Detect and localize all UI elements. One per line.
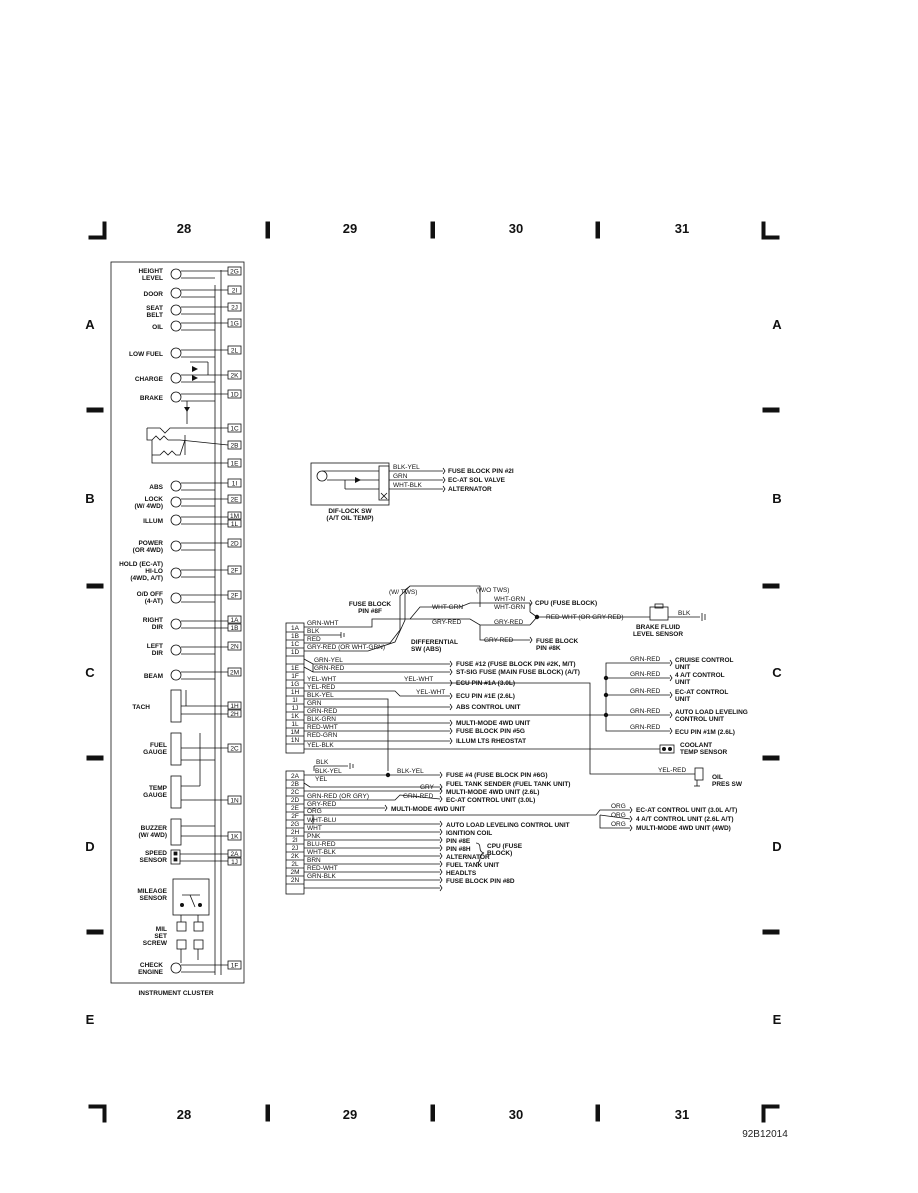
label-door: DOOR [143, 291, 163, 298]
c1-wire-grn-red: GRN-RED [314, 665, 345, 672]
c2-pin-2d: 2D [290, 797, 300, 804]
col-label-29-bottom: 29 [342, 1107, 358, 1122]
differential-l2: SW (ABS) [411, 646, 442, 653]
pin-label-1l: 1L [230, 521, 239, 528]
c1-wire-red: RED [307, 636, 321, 643]
c1-pin-1g: 1G [290, 681, 300, 688]
rd-auto-load-l2: CONTROL UNIT [675, 716, 724, 723]
c2-pin-2j: 2J [291, 845, 299, 852]
rd-ecat-l1: EC-AT CONTROL [675, 689, 729, 696]
pin-label-2a: 2A [230, 851, 239, 858]
pin-label-2c: 2C [230, 745, 239, 753]
pin-label-2h: 2H [230, 711, 239, 718]
col-label-31-bottom: 31 [674, 1107, 690, 1122]
c2-dest-ign-coil: IGNITION COIL [446, 830, 493, 837]
c1-wire-yel-wht: YEL-WHT [307, 676, 337, 683]
label-wht-grn-b: WHT-GRN [494, 596, 526, 603]
rd-ecu-1m: ECU PIN #1M (2.6L) [675, 729, 735, 736]
dif-lock-switch [311, 463, 445, 505]
coolant-l1: COOLANT [680, 742, 713, 749]
row-label-c-left: C [85, 665, 95, 680]
label-oil: OIL [152, 324, 163, 331]
label-left-dir: DIR [151, 650, 163, 657]
c2-dest-pin-8h: PIN #8H [446, 846, 471, 853]
col-sep-bottom-1 [266, 1105, 270, 1121]
c1-wire-grn-red-2: GRN-RED [307, 708, 338, 715]
row-sep-right-4 [763, 930, 779, 934]
pin-label-1i: 1I [231, 480, 238, 488]
connector-1-pin-labels [290, 625, 299, 744]
label-or4wd: (OR 4WD) [132, 547, 163, 554]
col-sep-top-3 [596, 222, 600, 238]
label-belt: BELT [146, 312, 163, 319]
label-od-off: O/D OFF [136, 591, 163, 598]
label-right-dir: DIR [151, 624, 163, 631]
pin-label-2n: 2N [230, 643, 239, 651]
fuse-8k-l1: FUSE BLOCK [536, 638, 579, 645]
pin-label-1d: 1D [230, 391, 239, 399]
c2-pin-2b: 2B [291, 781, 299, 788]
rd-wire-3: GRN-RED [630, 688, 661, 695]
c1-pin-1k: 1K [291, 713, 299, 720]
c1-wire-grn-wht: GRN-WHT [307, 620, 339, 627]
cluster-title: INSTRUMENT CLUSTER [138, 990, 214, 997]
label-engine: ENGINE [138, 969, 163, 976]
label-speed: SPEED [144, 850, 167, 857]
label-temp: TEMP [148, 785, 167, 792]
label-screw: SCREW [142, 940, 167, 947]
c1-wire-yel-red: YEL-RED [307, 684, 336, 691]
fuse-8k-l2: PIN #8K [536, 645, 561, 652]
c2-wire-red-wht: RED-WHT [307, 865, 338, 872]
label-hold: HOLD (EC-AT) [119, 561, 163, 568]
c1-pin-1m: 1M [290, 729, 300, 736]
row-label-b-left: B [85, 491, 95, 506]
label-right: RIGHT [142, 617, 163, 624]
c1-pin-1f: 1F [291, 673, 299, 680]
wire-blk-yel: BLK-YEL [393, 464, 420, 471]
dest-ecu-1a: ECU PIN #1A (3.0L) [456, 680, 515, 687]
c1-wire-yel-blk: YEL-BLK [307, 742, 334, 749]
brake-fluid-l1: BRAKE FLUID [635, 624, 681, 631]
label-4wd-at: (4WD, A/T) [130, 575, 163, 582]
c1-wire-gry-red: GRY-RED (OR WHT-GRN) [307, 644, 385, 651]
c2-org-dest-mm4wd: MULTI-MODE 4WD UNIT (4WD) [636, 825, 731, 832]
oil-pres-l2: PRES SW [712, 781, 742, 788]
c2-wire-wht-blu: WHT-BLU [307, 817, 337, 824]
dif-lock-title: DIF-LOCK SW [328, 508, 372, 515]
corner-mark-bottom-right [762, 1105, 779, 1122]
label-mileage-sensor: SENSOR [139, 895, 167, 902]
dest-alternator: ALTERNATOR [448, 486, 492, 493]
transistor-circuit [147, 428, 228, 463]
label-set: SET [154, 933, 167, 940]
diagram-code: 92B12014 [742, 1129, 788, 1140]
pin-labels-2 [230, 481, 239, 677]
differential-l1: DIFFERENTIAL [411, 639, 458, 646]
pin-label-2k: 2K [230, 372, 239, 380]
row-sep-left-2 [87, 584, 103, 588]
c2-dest-fuel-tank-sender: FUEL TANK SENDER (FUEL TANK UNIT) [446, 781, 571, 788]
row-label-e-left: E [85, 1012, 95, 1027]
c2-dest-alternator: ALTERNATOR [446, 854, 490, 861]
c1-wire-grn: GRN [307, 700, 322, 707]
c2-wire-blk: BLK [316, 759, 329, 766]
c2-cpu-l1: CPU (FUSE [487, 843, 523, 850]
c1-pin-1n: 1N [290, 737, 300, 744]
label-illum: ILLUM [143, 518, 163, 525]
col-sep-bottom-2 [431, 1105, 435, 1121]
pin-label-2i: 2I [231, 287, 238, 295]
c2-dest-mm4wd: MULTI-MODE 4WD UNIT [391, 806, 466, 813]
label-gry-red-b: GRY-RED [494, 619, 524, 626]
pin-label-2b: 2B [230, 442, 239, 450]
c1-pin-1j: 1J [291, 705, 299, 712]
rd-wire-2: GRN-RED [630, 671, 661, 678]
c2-dest-mm4wd-26: MULTI-MODE 4WD UNIT (2.6L) [446, 789, 540, 796]
c1-wire-grn-yel: GRN-YEL [314, 657, 343, 664]
rd-auto-load-l1: AUTO LOAD LEVELING [675, 709, 748, 716]
label-power: POWER [138, 540, 163, 547]
c1-wire-red-grn: RED-GRN [307, 732, 338, 739]
corner-mark-bottom-left [89, 1105, 106, 1122]
c2-dest-fuse-4: FUSE #4 (FUSE BLOCK PIN #6G) [446, 772, 548, 779]
label-level: LEVEL [142, 275, 163, 282]
rd-4at-l2: UNIT [675, 679, 691, 686]
c2-pin-2n: 2N [290, 877, 300, 884]
label-check: CHECK [139, 962, 163, 969]
c2-dest-auto-load: AUTO LOAD LEVELING CONTROL UNIT [446, 822, 570, 829]
label-lock: LOCK [144, 496, 163, 503]
c2-org-dest-ecat: EC-AT CONTROL UNIT (3.0L A/T) [636, 807, 738, 814]
c2-org-dest-4at: 4 A/T CONTROL UNIT (2.6L A/T) [636, 816, 734, 823]
c1-wire-blk-yel: BLK-YEL [307, 692, 334, 699]
label-hi-lo: HI-LO [145, 568, 163, 575]
col-label-28-top: 28 [176, 221, 192, 236]
label-low-fuel: LOW FUEL [129, 351, 163, 358]
dest-fuse-12: FUSE #12 (FUSE BLOCK PIN #2K, M/T) [456, 661, 576, 668]
label-gry-red-a: GRY-RED [432, 619, 462, 626]
row-label-d-right: D [772, 839, 782, 854]
cluster-outline [111, 262, 244, 983]
label-w-tws: (W/ TWS) [389, 589, 418, 596]
c2-wire-yel: YEL [315, 776, 328, 783]
label-charge: CHARGE [134, 376, 163, 383]
c2-label-gry: GRY [420, 784, 434, 791]
c2-dest-ecat-30: EC-AT CONTROL UNIT (3.0L) [446, 797, 536, 804]
c2-wire-wht: WHT [307, 825, 322, 832]
c2-wire-org: ORG [307, 808, 322, 815]
c2-pin-2m: 2M [290, 869, 300, 876]
pin-label-1m: 1M [229, 513, 240, 520]
rd-wire-5: GRN-RED [630, 724, 661, 731]
pin-label-1a: 1A [230, 617, 239, 624]
c2-pin-2k: 2K [291, 853, 299, 860]
dest-illum-rheostat: ILLUM LTS RHEOSTAT [456, 738, 527, 745]
dif-lock-labels [326, 464, 514, 522]
label-left: LEFT [146, 643, 163, 650]
pin-label-2d: 2D [230, 540, 239, 548]
pin-label-1c: 1C [230, 425, 239, 433]
c2-pin-2l: 2L [291, 861, 299, 868]
rd-4at-l1: 4 A/T CONTROL [675, 672, 725, 679]
row-label-c-right: C [772, 665, 782, 680]
c2-label-grn-red: GRN-RED [403, 793, 434, 800]
label-buzzer: BUZZER [140, 825, 167, 832]
gauge-labels [132, 704, 167, 976]
label-speed-sensor: SENSOR [139, 857, 167, 864]
c2-org-b: ORG [611, 812, 626, 819]
col-sep-top-1 [266, 222, 270, 238]
c2-wire-grn-blk: GRN-BLK [307, 873, 336, 880]
col-sep-top-2 [431, 222, 435, 238]
pin-label-1k: 1K [230, 833, 239, 841]
c1-pin-1c: 1C [290, 641, 300, 648]
c1-pin-1b: 1B [291, 633, 299, 640]
dest-ecu-1e: ECU PIN #1E (2.6L) [456, 693, 515, 700]
label-yel-wht-a: YEL-WHT [404, 676, 434, 683]
c2-pin-2i: 2I [292, 837, 298, 844]
pin-label-1e: 1E [230, 460, 239, 468]
label-brake: BRAKE [139, 395, 163, 402]
label-w4wd: (W/ 4WD) [134, 503, 163, 510]
label-yel-wht-b: YEL-WHT [416, 689, 446, 696]
row-label-a-right: A [772, 317, 782, 332]
label-red-wht: RED-WHT (OR GRY-RED) [546, 614, 624, 621]
c2-dest-fuse-8d: FUSE BLOCK PIN #8D [446, 878, 515, 885]
c2-wire-brn: BRN [307, 857, 321, 864]
label-4at: (4-AT) [144, 598, 163, 605]
dest-abs-control: ABS CONTROL UNIT [456, 704, 521, 711]
label-seat: SEAT [146, 305, 163, 312]
pin-label-1b: 1B [230, 625, 239, 632]
c2-wire-blu-red: BLU-RED [307, 841, 336, 848]
row-sep-left-3 [87, 756, 103, 760]
col-label-31-top: 31 [674, 221, 690, 236]
label-buzzer-4wd: (W/ 4WD) [138, 832, 167, 839]
label-height: HEIGHT [138, 268, 163, 275]
c1-pin-1i: 1I [292, 697, 298, 704]
label-fuel-gauge: GAUGE [143, 749, 167, 756]
c2-pin-2c: 2C [290, 789, 300, 796]
c1-pin-1e: 1E [291, 665, 299, 672]
col-label-28-bottom: 28 [176, 1107, 192, 1122]
mil-set-screw [177, 915, 203, 949]
indicator-labels-1 [129, 268, 164, 402]
dest-ec-at-sol-valve: EC-AT SOL VALVE [448, 477, 505, 484]
c1-pin-1l: 1L [291, 721, 299, 728]
c2-wire-wht-blk: WHT-BLK [307, 849, 336, 856]
pin-labels-1 [230, 269, 239, 468]
c1-pin-1h: 1H [290, 689, 300, 696]
rd-wire-4: GRN-RED [630, 708, 661, 715]
label-fuel: FUEL [150, 742, 167, 749]
pin-label-2m: 2M [229, 669, 240, 677]
label-beam: BEAM [143, 673, 163, 680]
label-tach: TACH [132, 704, 150, 711]
col-label-30-bottom: 30 [508, 1107, 524, 1122]
label-wht-grn-c: WHT-GRN [494, 604, 526, 611]
row-sep-right-3 [763, 756, 779, 760]
row-label-e-right: E [772, 1012, 782, 1027]
row-label-b-right: B [772, 491, 782, 506]
c2-cpu-l2: BLOCK) [487, 850, 513, 857]
dest-cpu-fuse-block: CPU (FUSE BLOCK) [535, 600, 598, 607]
rd-wire-1: GRN-RED [630, 656, 661, 663]
rd-ecat-l2: UNIT [675, 696, 691, 703]
c2-label-blk-yel: BLK-YEL [397, 768, 424, 775]
brake-fluid-l2: LEVEL SENSOR [632, 631, 684, 638]
pin-label-2g: 2G [230, 268, 239, 276]
label-mil: MIL [155, 926, 167, 933]
c2-dest-pin-8e: PIN #8E [446, 838, 471, 845]
rd-cruise-l2: UNIT [675, 664, 691, 671]
pin-label-2f: 2F [230, 567, 239, 575]
label-abs: ABS [149, 484, 163, 491]
pin-label-1f: 1F [230, 962, 239, 970]
c2-dest-fuel-tank-unit: FUEL TANK UNIT [446, 862, 500, 869]
row-label-d-left: D [85, 839, 95, 854]
c1-wire-red-wht: RED-WHT [307, 724, 338, 731]
label-blk-brake: BLK [678, 610, 691, 617]
wire-wht-blk: WHT-BLK [393, 482, 422, 489]
dest-fuse-5g: FUSE BLOCK PIN #5G [456, 728, 525, 735]
row-sep-right-1 [763, 408, 779, 412]
gauge-buzzer [171, 819, 241, 845]
label-wht-grn-a: WHT-GRN [432, 604, 464, 611]
pin-label-2j: 2J [231, 304, 238, 312]
c2-pin-2g: 2G [290, 821, 300, 828]
c2-dest-headlts: HEADLTS [446, 870, 477, 877]
connector-2-pin-labels [290, 773, 299, 884]
row-sep-left-1 [87, 408, 103, 412]
c2-wire-grn-red-or-gry: GRN-RED (OR GRY) [307, 793, 369, 800]
dif-lock-subtitle: (A/T OIL TEMP) [326, 515, 374, 522]
pin-label-1g: 1G [230, 320, 239, 328]
pin-label-2e: 2E [230, 496, 239, 504]
c1-wire-blk-grn: BLK-GRN [307, 716, 336, 723]
dest-multi-mode-4wd: MULTI-MODE 4WD UNIT [456, 720, 531, 727]
row-sep-left-4 [87, 930, 103, 934]
c2-pin-2e: 2E [291, 805, 299, 812]
label-mileage: MILEAGE [137, 888, 167, 895]
c2-pin-2a: 2A [291, 773, 299, 780]
connector-2-wire-labels [307, 759, 737, 885]
indicator-abs [171, 479, 241, 491]
c2-wire-pnk: PNK [307, 833, 321, 840]
coolant-l2: TEMP SENSOR [680, 749, 728, 756]
c1-pin-1d: 1D [290, 649, 300, 656]
pin-label-1h: 1H [230, 703, 239, 710]
c2-wire-gry-red: GRY-RED [307, 801, 337, 808]
corner-mark-top-right [762, 222, 779, 239]
c2-pin-2f: 2F [291, 813, 299, 820]
dest-st-sig-fuse: ST-SIG FUSE (MAIN FUSE BLOCK) (A/T) [456, 669, 580, 676]
c1-wire-blk: BLK [307, 628, 320, 635]
instrument-cluster [111, 262, 244, 983]
label-yel-red: YEL-RED [658, 767, 687, 774]
indicator-labels-2 [119, 484, 164, 680]
c2-org-a: ORG [611, 803, 626, 810]
col-label-30-top: 30 [508, 221, 524, 236]
wire-grn: GRN [393, 473, 408, 480]
c2-wire-blk-yel: BLK-YEL [315, 768, 342, 775]
indicator-door [171, 286, 241, 298]
label-gry-red-c: GRY-RED [484, 637, 514, 644]
fuse-block-8f-l2: PIN #8F [358, 608, 382, 615]
mileage-sensor [173, 879, 209, 915]
c1-pin-1a: 1A [291, 625, 299, 632]
gauge-pin-labels [230, 703, 239, 970]
rd-cruise-l1: CRUISE CONTROL [675, 657, 734, 664]
c2-org-c: ORG [611, 821, 626, 828]
col-sep-bottom-3 [596, 1105, 600, 1121]
pin-label-2f-b: 2F [230, 592, 239, 600]
pin-label-2l: 2L [230, 347, 239, 355]
pin-label-1j: 1J [231, 859, 238, 866]
oil-pres-l1: OIL [712, 774, 723, 781]
c2-pin-2h: 2H [290, 829, 300, 836]
label-wo-tws: (W/O TWS) [476, 587, 510, 594]
row-label-a-left: A [85, 317, 95, 332]
fuse-block-8f-l1: FUSE BLOCK [348, 601, 392, 608]
label-temp-gauge: GAUGE [143, 792, 167, 799]
corner-mark-top-left [89, 222, 106, 239]
pin-label-1n: 1N [230, 797, 239, 805]
col-label-29-top: 29 [342, 221, 358, 236]
dest-fuse-block-2i: FUSE BLOCK PIN #2I [448, 468, 514, 475]
gauges [171, 690, 241, 973]
row-sep-right-2 [763, 584, 779, 588]
